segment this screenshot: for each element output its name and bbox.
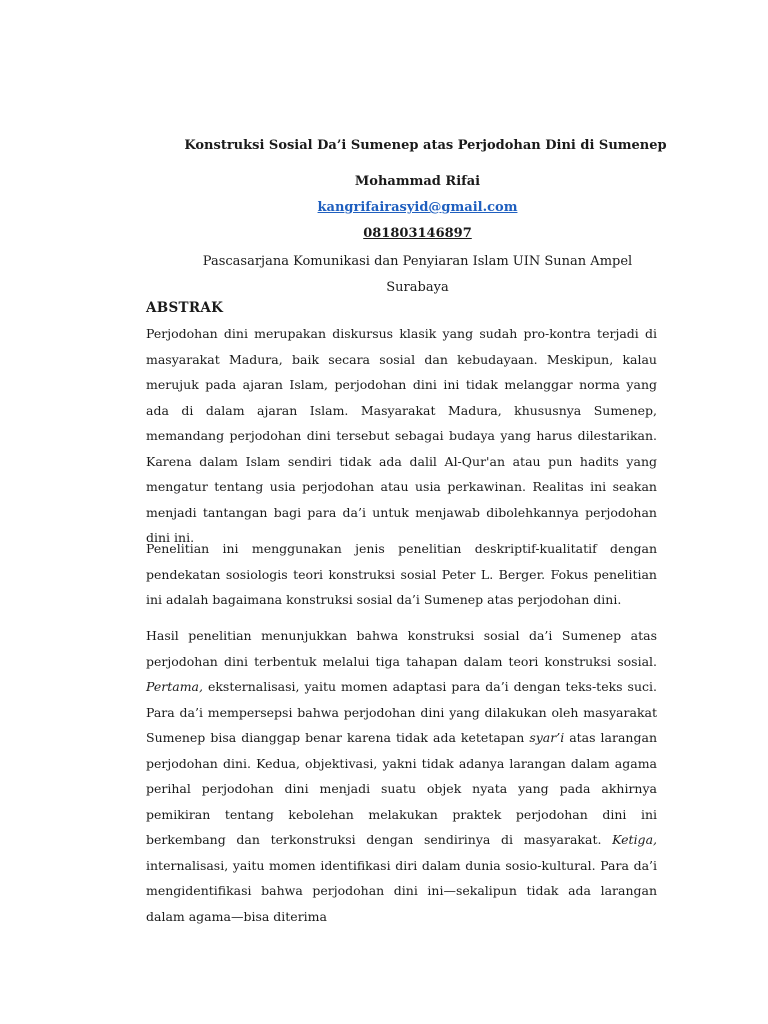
affiliation-line-2: Surabaya (386, 280, 449, 295)
abstract-heading: ABSTRAK (146, 300, 224, 316)
author-affiliation (162, 249, 673, 301)
p3-text-1: Hasil penelitian menunjukkan bahwa konstruksi sosial da’i Sumenep atas perjodohan dini terbentuk melalui tiga tahapan dalam teori konstruksi sosial. (146, 628, 657, 669)
paper-title: Konstruksi Sosial Da’i Sumenep atas Perjodohan Dini di Sumenep (184, 138, 667, 153)
p3-text-4: internalisasi, yaitu momen identifikasi diri dalam dunia sosio-kultural. Para da’i mengidentifikasi bahwa perjodohan dini ini—sekalipun tidak ada larangan dalam agama—bisa diterima (146, 857, 657, 924)
p3-text-2: eksternalisasi, yaitu momen adaptasi para da’i dengan teks-teks suci. Para da’i mempersepsi bahwa perjodohan dini yang dilakukan oleh masyarakat Sumenep bisa dianggap benar karena tidak ada ketetapan (146, 679, 657, 745)
abstract-paragraph-1: Perjodohan dini merupakan diskursus klasik yang sudah pro-kontra terjadi di masyarakat Madura, baik secara sosial dan kebudayaan. Meskipun, kalau merujuk pada ajaran Islam, perjodohan dini ini tidak melanggar norma yang ada di dalam ajaran Islam. Masyarakat Madura, khususnya Sumenep, memandang perjodohan dini tersebut sebagai budaya yang harus dilestarikan. Karena dalam Islam sendiri tidak ada dalil Al-Qur'an atau pun hadits yang mengatur tentang usia perjodohan atau usia perkawinan. Realitas ini seakan menjadi tantangan bagi para da’i untuk menjawab dibolehkannya perjodohan dini ini. (146, 326, 657, 545)
p3-term-ketiga: Ketiga, (612, 832, 657, 847)
author-phone: 081803146897 (363, 226, 472, 241)
abstract-paragraph-3 (146, 623, 657, 929)
affiliation-line-1: Pascasarjana Komunikasi dan Penyiaran Islam UIN Sunan Ampel (202, 254, 633, 269)
author-name: Mohammad Rifai (354, 174, 481, 189)
abstract-paragraph-2: Penelitian ini menggunakan jenis penelitian deskriptif-kualitatif dengan pendekatan sosiologis teori konstruksi sosial Peter L. Berger. Fokus penelitian ini adalah bagaimana konstruksi sosial da’i Sumenep atas perjodohan dini. (146, 541, 657, 607)
p3-term-syari: syar’i (529, 730, 565, 745)
author-email-link[interactable]: kangrifairasyid@gmail.com (317, 200, 518, 215)
p3-text-3: atas larangan perjodohan dini. Kedua, objektivasi, yakni tidak adanya larangan dalam agama perihal perjodohan dini menjadi suatu objek nyata yang pada akhirnya pemikiran tentang kebolehan melakukan praktek perjodohan dini ini berkembang dan terkonstruksi dengan sendirinya di masyarakat. (146, 730, 657, 847)
p3-term-pertama: Pertama, (146, 679, 203, 694)
